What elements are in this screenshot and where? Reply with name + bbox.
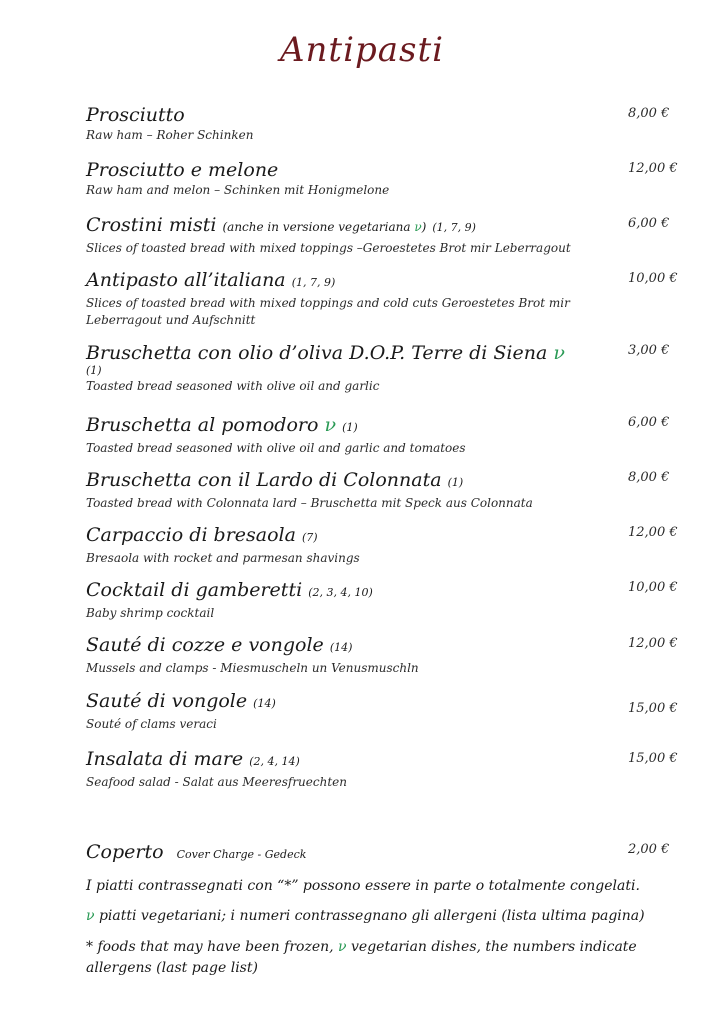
item-allergens: (2, 4, 14) (249, 755, 300, 768)
item-price: 10,00 € (628, 580, 678, 595)
item-allergens: (1) (86, 364, 102, 377)
item-allergens: (7) (302, 531, 318, 544)
item-allergens: (1, 7, 9) (432, 221, 476, 234)
item-name: Insalata di mare (86, 748, 244, 770)
item-name: Sauté di vongole (86, 690, 248, 712)
footnote-vegetarian-italian: ν piatti vegetariani; i numeri contrassegnano gli allergeni (lista ultima pagina) (86, 908, 645, 924)
item-description: Baby shrimp cocktail (86, 606, 215, 620)
item-name: Carpaccio di bresaola (86, 524, 296, 546)
item-description: Mussels and clamps - Miesmuscheln un Venusmuschln (86, 661, 419, 675)
item-allergens: (14) (253, 697, 276, 710)
menu-title: Antipasti (279, 30, 444, 70)
item-allergens: (14) (329, 641, 353, 654)
item-name: Antipasto all’italiana (86, 269, 286, 291)
menu-item (86, 748, 616, 791)
item-description: Bresaola with rocket and parmesan shavings (86, 551, 360, 565)
vegetarian-icon: ν (414, 220, 422, 234)
vegetarian-icon: ν (338, 939, 347, 955)
item-price: 8,00 € (628, 470, 670, 485)
item-price: 12,00 € (628, 525, 678, 540)
menu-item (86, 690, 616, 733)
menu-item (86, 159, 616, 199)
item-description: Souté of clams veraci (86, 717, 217, 731)
item-price: 15,00 € (628, 751, 678, 766)
footnote-english: * foods that may have been frozen, ν vegetarian dishes, the numbers indicate allergens (last page list) (86, 939, 637, 976)
item-allergens: (1, 7, 9) (291, 276, 336, 289)
vegetarian-icon: ν (553, 342, 565, 364)
vegetarian-icon: ν (324, 414, 337, 436)
item-price: 8,00 € (628, 106, 670, 121)
item-name: Sauté di cozze e vongole (86, 634, 324, 656)
footnote-frozen-italian: I piatti contrassegnati con “*” possono essere in parte o totalmente congelati. (86, 878, 640, 894)
item-name: Prosciutto (86, 104, 185, 126)
item-price: 6,00 € (628, 415, 670, 430)
item-price: 15,00 € (628, 701, 678, 716)
item-note: (anche in versione vegetariana (222, 220, 415, 234)
menu-item: Crostini misti (anche in versione vegetariana ν) (1, 7, 9) Slices of toasted bread with mixed toppings –Geroestetes Brot mir Leberragout (86, 214, 616, 257)
cover-charge-price: 2,00 € (628, 842, 670, 857)
item-allergens: (2, 3, 4, 10) (308, 586, 373, 599)
vegetarian-icon: ν (86, 908, 95, 924)
item-name: Bruschetta al pomodoro (86, 414, 319, 436)
item-name: Bruschetta con il Lardo di Colonnata (86, 469, 442, 491)
item-name: Prosciutto e melone (86, 159, 279, 181)
item-price: 12,00 € (628, 636, 678, 651)
cover-charge (86, 841, 306, 863)
item-description: Toasted bread with Colonnata lard – Bruschetta mit Speck aus Colonnata (86, 496, 533, 510)
item-allergens: (1) (447, 476, 464, 489)
item-description: Slices of toasted bread with mixed toppings –Geroestetes Brot mir Leberragout (86, 241, 571, 255)
item-price: 3,00 € (628, 343, 670, 358)
item-description: Seafood salad - Salat aus Meeresfruechten (86, 775, 347, 789)
menu-item (86, 104, 616, 144)
cover-charge-subtitle: Cover Charge - Gedeck (176, 848, 307, 861)
item-description: Raw ham – Roher Schinken (86, 128, 254, 142)
menu-item (86, 469, 616, 512)
item-description: Toasted bread seasoned with olive oil and garlic and tomatoes (86, 441, 466, 455)
item-name: Crostini misti (86, 214, 217, 236)
menu-item (86, 414, 616, 457)
menu-item (86, 579, 616, 622)
menu-item (86, 269, 616, 329)
menu-item (86, 634, 616, 677)
item-name: Bruschetta con olio d’oliva D.O.P. Terre di Siena (86, 342, 548, 364)
item-description: Raw ham and melon – Schinken mit Honigmelone (86, 183, 390, 197)
menu-item (86, 342, 616, 395)
item-description: Toasted bread seasoned with olive oil and garlic (86, 379, 380, 393)
item-description: Slices of toasted bread with mixed toppings and cold cuts Geroestetes Brot mir Leberragout und Aufschnitt (86, 296, 570, 327)
item-price: 6,00 € (628, 216, 670, 231)
item-price: 12,00 € (628, 161, 678, 176)
menu-item (86, 524, 616, 567)
item-name: Cocktail di gamberetti (86, 579, 303, 601)
cover-charge-label: Coperto (86, 841, 164, 863)
item-allergens: (1) (342, 421, 358, 434)
item-price: 10,00 € (628, 271, 678, 286)
